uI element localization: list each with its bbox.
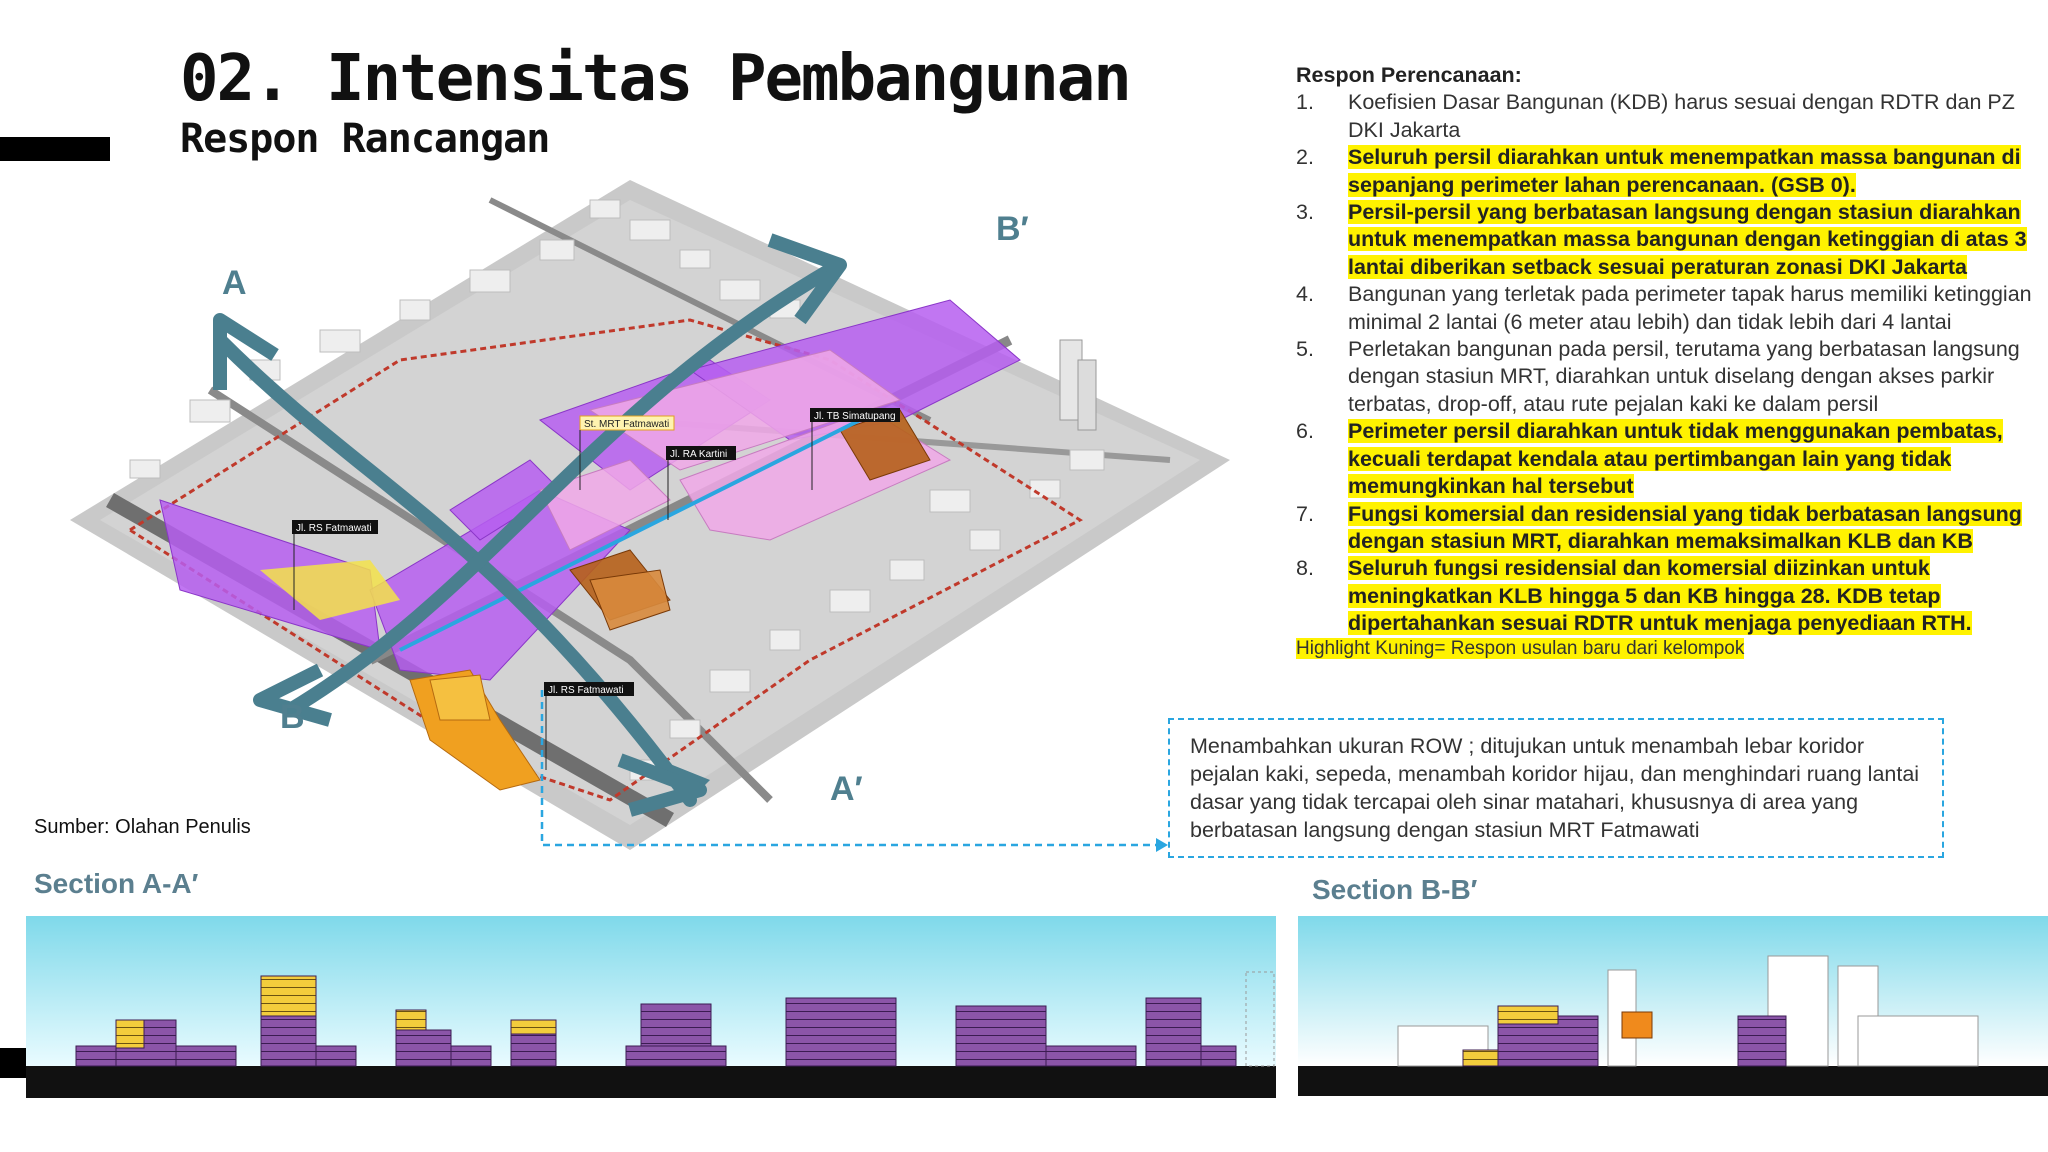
list-item: 1. Koefisien Dasar Bangunan (KDB) harus sesuai dengan RDTR dan PZ DKI Jakarta [1296, 90, 2015, 142]
section-b-drawing [1298, 916, 2048, 1096]
ground [26, 1066, 1276, 1098]
tag-ra-kartini: Jl. RA Kartini [670, 449, 728, 460]
highlight-note: Highlight Kuning= Respon usulan baru dari kelompok [1296, 637, 1745, 659]
mrt-station-block [1622, 1012, 1652, 1038]
decor-bar-bottom [0, 1048, 28, 1078]
row-note-box: Menambahkan ukuran ROW ; ditujukan untuk menambah lebar koridor pejalan kaki, sepeda, menambah koridor hijau, dan menghindari ruang lantai dasar yang tidak tercapai oleh sinar matahari, khususnya di area yang berbatasan langsung dengan stasiun MRT Fatmawati [1168, 718, 1944, 858]
tag-rs-fatmawati-2: Jl. RS Fatmawati [548, 685, 624, 696]
list-item: 4. Bangunan yang terletak pada perimeter tapak harus memiliki ketinggian minimal 2 lantai (6 meter atau lebih) dan tidak lebih dari 4 lantai [1296, 282, 2032, 334]
section-a-title: Section A-A′ [34, 868, 199, 899]
ground [1298, 1066, 2048, 1096]
label-b: B [280, 698, 305, 736]
label-b-prime: B′ [996, 210, 1029, 248]
page-subtitle: Respon Rancangan [180, 116, 550, 162]
list-item: 8. Seluruh fungsi residensial dan komersial diizinkan untuk meningkatkan KLB hingga 5 dan KB hingga 28. KDB tetap dipertahankan sesuai RDTR untuk menjaga penyediaan RTH. [1296, 556, 1972, 636]
planning-response [1296, 62, 2036, 660]
list-item: 7. Fungsi komersial dan residensial yang tidak berbatasan langsung dengan stasiun MRT, diarahkan memaksimalkan KLB dan KB [1296, 501, 2022, 553]
page-title: 02. Intensitas Pembangunan [180, 42, 1130, 116]
response-list [1296, 89, 2036, 637]
tag-rs-fatmawati-1: Jl. RS Fatmawati [296, 523, 372, 534]
list-item: 5. Perletakan bangunan pada persil, terutama yang berbatasan langsung dengan stasiun MRT, diarahkan untuk diselang dengan akses parkir terbatas, drop-off, atau rute pejalan kaki ke dalam persil [1296, 337, 2020, 416]
source-caption: Sumber: Olahan Penulis [34, 816, 251, 838]
tower [1078, 360, 1096, 430]
label-a: A [222, 264, 247, 302]
tag-st-mrt: St. MRT Fatmawati [584, 419, 670, 430]
tag-tb-simatupang: Jl. TB Simatupang [814, 411, 896, 422]
decor-bar [0, 137, 110, 161]
section-b-title: Section B-B′ [1312, 874, 1478, 905]
list-item: 3. Persil-persil yang berbatasan langsung dengan stasiun diarahkan untuk menempatkan massa bangunan dengan ketinggian di atas 3 lantai diberikan setback sesuai peraturan zonasi DKI Jakarta [1296, 200, 2027, 279]
list-item: 2. Seluruh persil diarahkan untuk menempatkan massa bangunan di sepanjang perimeter lahan perencanaan. (GSB 0). [1296, 145, 2021, 197]
label-a-prime: A′ [830, 770, 863, 808]
section-a-drawing [26, 916, 1276, 1098]
isometric-site-map [70, 160, 1250, 860]
response-title: Respon Perencanaan: [1296, 63, 1522, 87]
list-item: 6. Perimeter persil diarahkan untuk tidak menggunakan pembatas, kecuali terdapat kendala atau pertimbangan lain yang tidak memungkinkan hal tersebut [1296, 419, 2003, 499]
